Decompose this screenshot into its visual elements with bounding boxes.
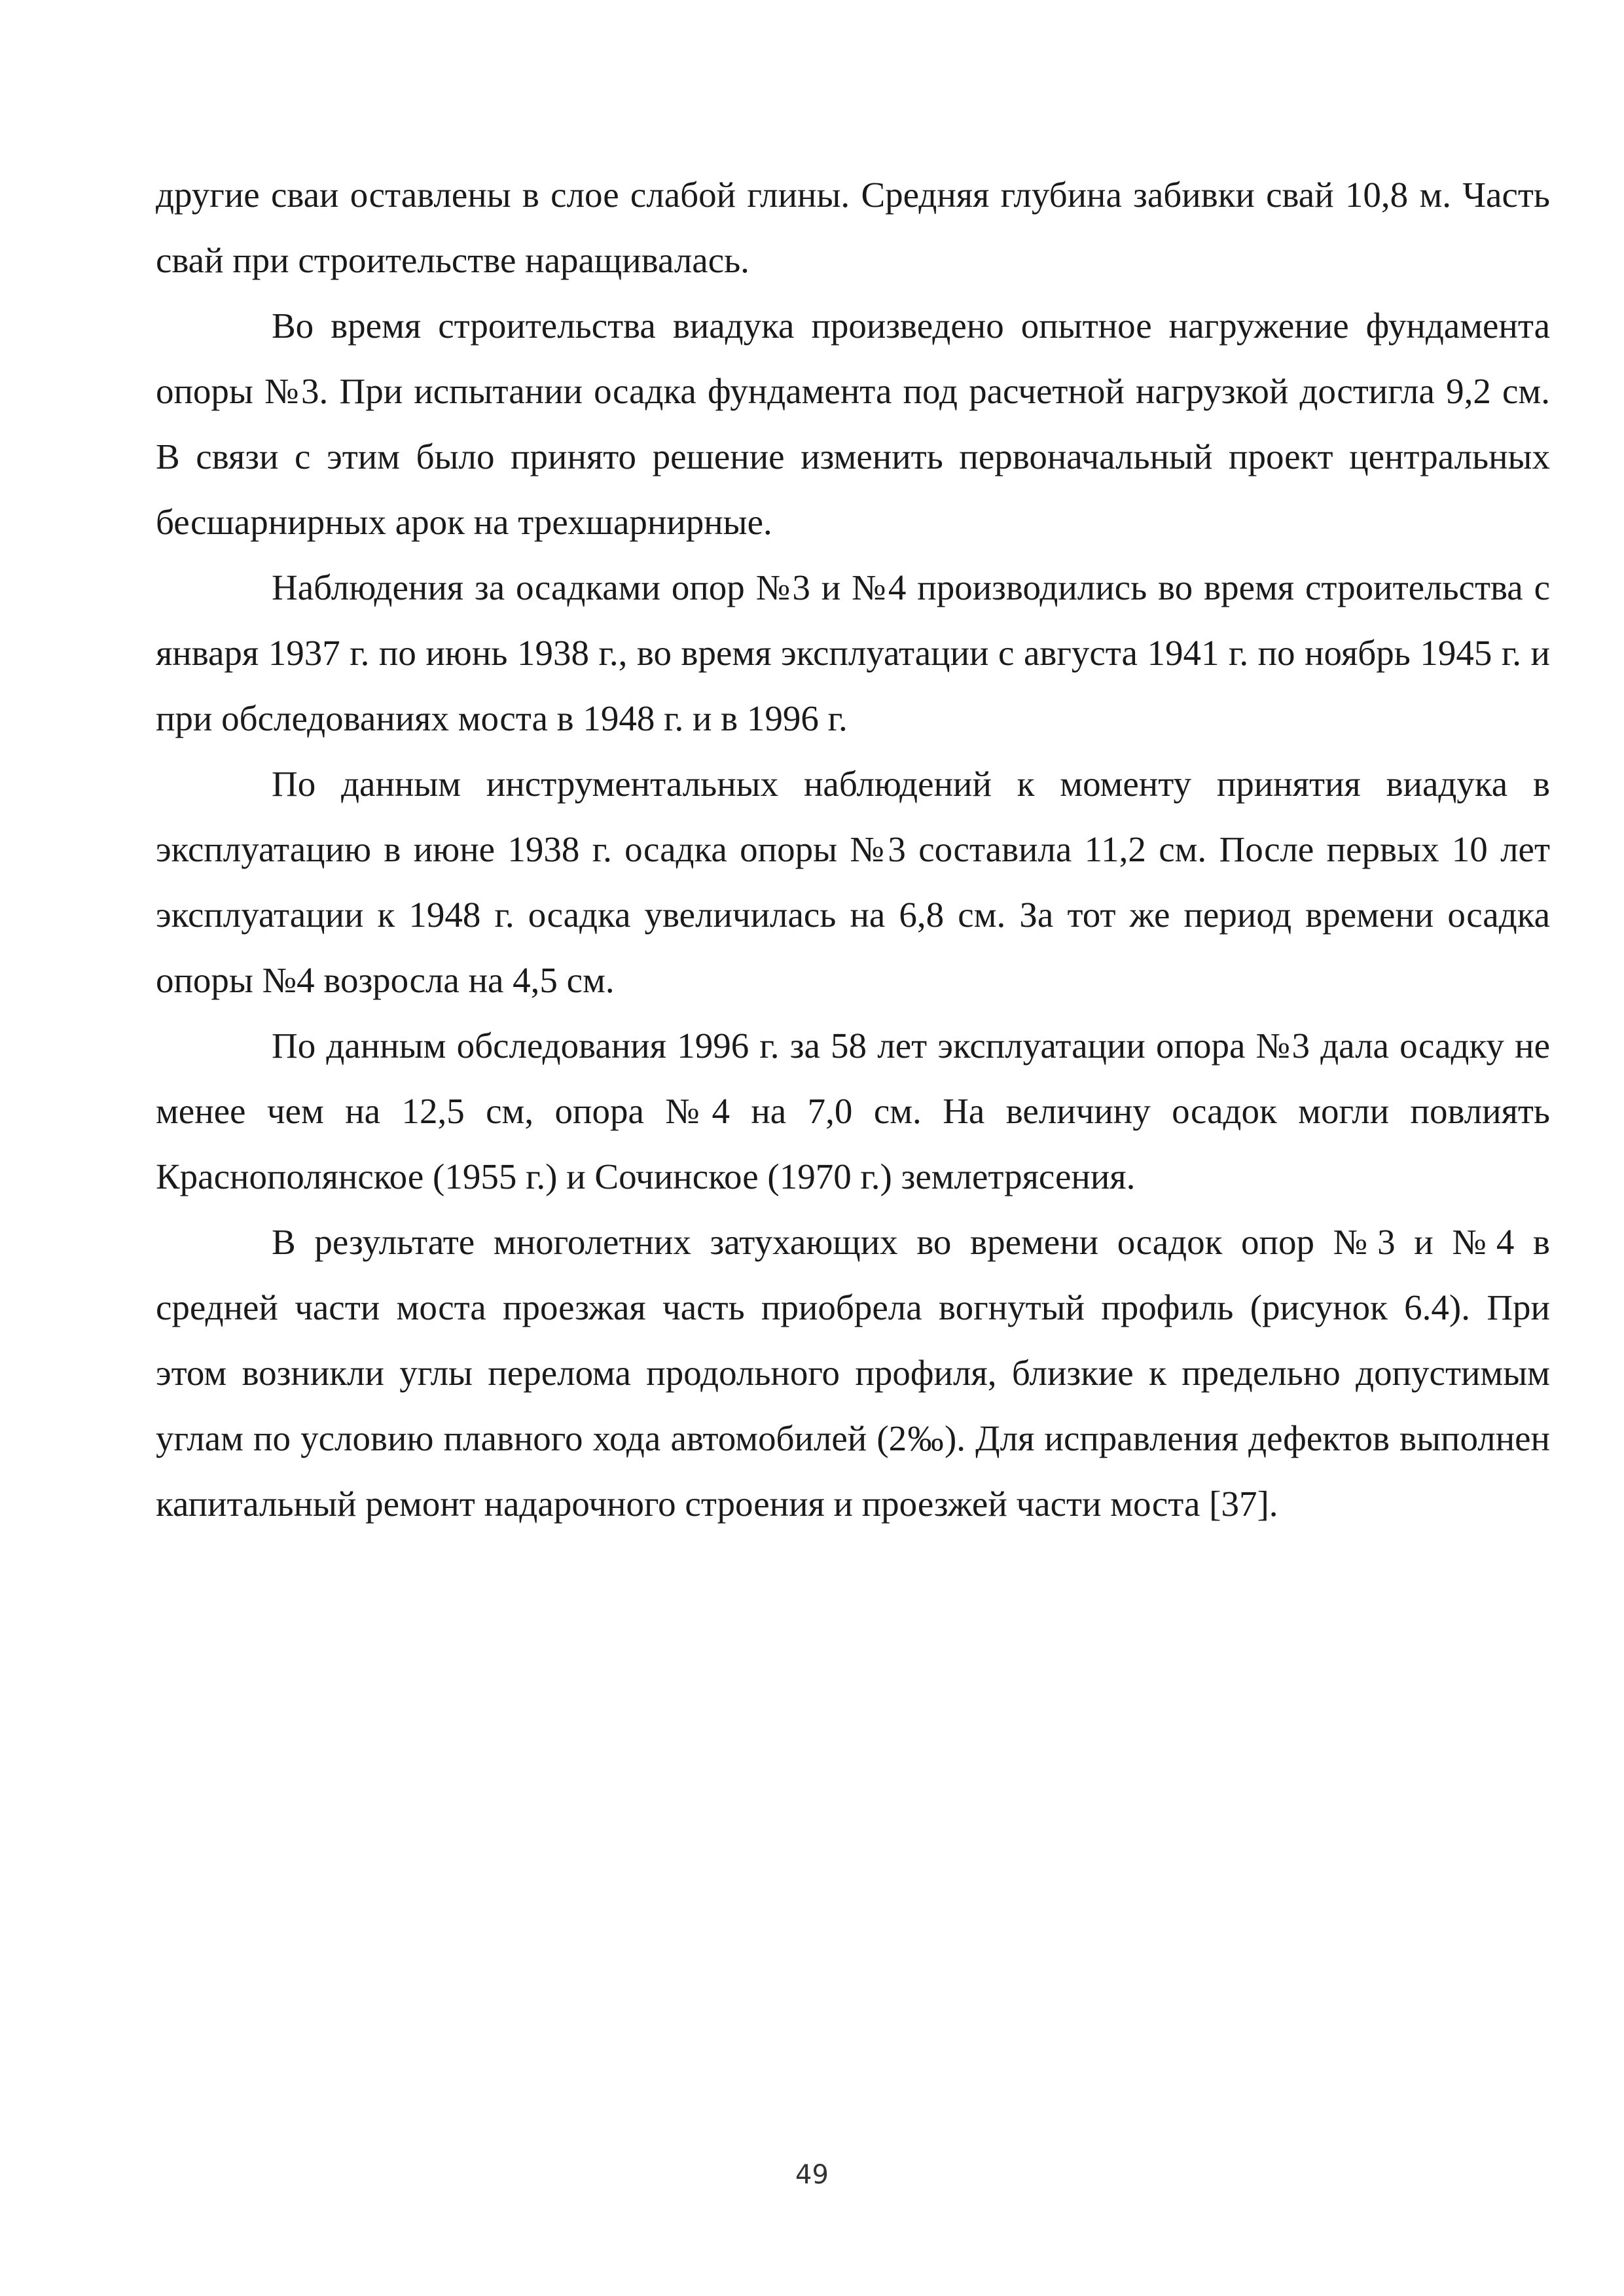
body-text <box>156 162 1550 1537</box>
paragraph-test-loading: Во время строительства виадука произведено опытное нагружение фундамента опоры №3. При испытании осадка фундамента под расчетной нагрузкой достигла 9,2 см. В связи с этим было принято решение изменить первоначальный проект центральных бесшарнирных арок на трехшарнирные. <box>156 306 1550 542</box>
paragraph-survey-1996: По данным обследования 1996 г. за 58 лет эксплуатации опора №3 дала осадку не менее чем на 12,5 см, опора №4 на 7,0 см. На величину осадок могли повлиять Краснополянское (1955 г.) и Сочинское (1970 г.) землетрясения. <box>156 1026 1550 1196</box>
paragraph-instrumental-data: По данным инструментальных наблюдений к моменту принятия виадука в эксплуатацию в июне 1938 г. осадка опоры №3 составила 11,2 см. После первых 10 лет эксплуатации к 1948 г. осадка увеличилась на 6,8 см. За тот же период времени осадка опоры №4 возросла на 4,5 см. <box>156 764 1550 1000</box>
paragraph-concave-profile: В результате многолетних затухающих во времени осадок опор №3 и №4 в средней части моста проезжая часть приобрела вогнутый профиль (рисунок 6.4). При этом возникли углы перелома продольного профиля, близкие к предельно допустимым углам по условию плавного хода автомобилей (2‰). Для исправления дефектов выполнен капитальный ремонт надарочного строения и проезжей части моста [37]. <box>156 1222 1550 1524</box>
page-number: 49 <box>795 2160 829 2190</box>
paragraph-settlement-observations: Наблюдения за осадками опор №3 и №4 производились во время строительства с января 1937 г. по июнь 1938 г., во время эксплуатации с августа 1941 г. по ноябрь 1945 г. и при обследованиях моста в 1948 г. и в 1996 г. <box>156 567 1550 738</box>
paragraph-continuation: другие сваи оставлены в слое слабой глины. Средняя глубина забивки свай 10,8 м. Часть свай при строительстве наращивалась. <box>156 175 1550 280</box>
